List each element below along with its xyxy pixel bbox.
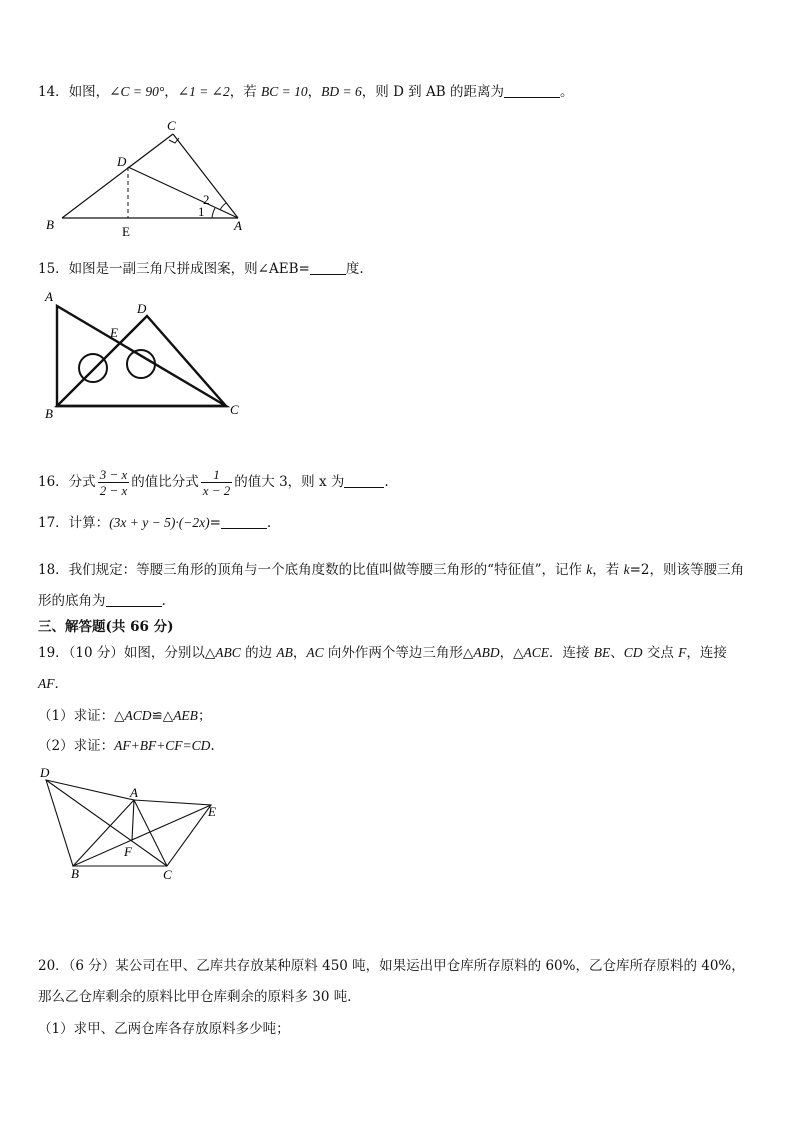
label-b: B (46, 217, 54, 232)
q19-text: 交点 (642, 645, 679, 661)
q19-math: F (678, 645, 687, 660)
question-20-part-1 (38, 1020, 290, 1038)
q14-text: ， (164, 84, 178, 100)
q19-math: AF+BF+CF=CD (114, 738, 211, 753)
q14-text: ，若 (229, 84, 262, 100)
question-15 (38, 260, 364, 278)
label-a: A (45, 289, 53, 304)
fraction-2-numerator: 1 (201, 467, 233, 483)
q16-text: 的值比分式 (131, 474, 199, 490)
fraction-2 (201, 467, 233, 498)
q15-text: 15．如图是一副三角尺拼成图案，则∠AEB= (38, 261, 310, 277)
q19-text: ， (292, 645, 307, 661)
answer-blank[interactable] (344, 473, 384, 488)
q19-figure (36, 764, 236, 889)
q17-expression: (3x + y − 5)·(−2x) (109, 515, 210, 530)
question-19-part-2 (38, 737, 215, 755)
question-14 (38, 83, 573, 101)
q19-text: 向外作两个等边三角形△ (323, 645, 474, 661)
q17-text: . (266, 515, 272, 531)
label-c: C (167, 118, 176, 133)
question-20-line-2 (38, 988, 361, 1006)
q18-text: ，若 (592, 562, 624, 578)
fraction-1-numerator: 3 − x (99, 467, 128, 482)
question-16 (38, 464, 389, 500)
label-a: A (130, 785, 138, 800)
q18-text: 18．我们规定：等腰三角形的顶角与一个底角度数的比值叫做等腰三角形的“特征值”，记作 (38, 562, 587, 578)
q18-text: 形的底角为 (38, 593, 106, 609)
q16-text: 16．分式 (38, 474, 96, 490)
q19-text: ，△ (499, 645, 524, 661)
question-18-line-1 (38, 561, 744, 579)
q19-text: ．连接 (548, 645, 594, 661)
q19-math: ACD (124, 708, 152, 723)
question-18-line-2 (38, 592, 166, 610)
fraction-2-denominator: x − 2 (202, 483, 231, 498)
question-17 (38, 514, 271, 532)
q19-math: ABD (473, 645, 500, 660)
q16-text: 的值大 3，则 x 为 (234, 474, 345, 490)
q19-text: . (210, 738, 215, 754)
q14-text: 如图， (68, 84, 110, 100)
fraction-1 (98, 467, 130, 498)
answer-blank[interactable] (221, 514, 267, 529)
q19-text: ； (197, 708, 212, 724)
label-d: D (40, 765, 50, 780)
fraction-1-denominator: 2 − x (99, 483, 128, 498)
q18-var-k: k (586, 562, 593, 577)
q19-math: AB (276, 645, 293, 660)
q14-text: ， (307, 84, 322, 100)
angle-2-label: 2 (203, 192, 210, 207)
q20-text: （1）求甲、乙两仓库各存放原料多少吨； (38, 1021, 290, 1037)
q16-text: . (384, 474, 389, 490)
label-c: C (163, 867, 172, 882)
label-d: D (117, 154, 127, 169)
q19-math: AF (38, 676, 55, 691)
q19-text: （1）求证：△ (38, 708, 125, 724)
q19-text: （2）求证： (38, 738, 115, 754)
q17-text: 17．计算： (38, 515, 110, 531)
q18-text: . (161, 593, 166, 609)
q20-text: 20．（6 分）某公司在甲、乙库共存放某种原料 450 吨，如果运出甲仓库所存原料的 60%，乙仓库所存原料的 40%， (38, 958, 745, 974)
q20-text: 那么乙仓库剩余的原料比甲仓库剩余的原料多 30 吨． (38, 989, 361, 1005)
q19-text: 的边 (240, 645, 277, 661)
label-a: A (234, 218, 242, 233)
label-b: B (71, 866, 79, 881)
q14-math-angles: ∠1 = ∠2 (177, 84, 230, 99)
label-e: E (208, 804, 216, 819)
question-19-line-1 (38, 644, 727, 662)
section-title: 三、解答题(共 66 分) (38, 619, 174, 635)
label-e: E (110, 325, 118, 340)
angle-1-label: 1 (198, 204, 205, 219)
answer-blank[interactable] (106, 592, 162, 607)
q18-text: =2，则该等腰三角 (629, 562, 744, 578)
q19-math: ACE (523, 645, 549, 660)
answer-blank[interactable] (310, 260, 346, 275)
label-e: E (122, 224, 130, 239)
q19-math: AC (306, 645, 324, 660)
label-c: C (230, 402, 239, 417)
q19-text: ≌△ (151, 708, 174, 724)
label-b: B (45, 406, 53, 421)
q19-math: BE (593, 645, 611, 660)
q19-text: ，连接 (686, 645, 727, 661)
label-d: D (137, 301, 147, 316)
q19-math: AEB (173, 708, 198, 723)
answer-blank[interactable] (504, 83, 560, 98)
q14-number: 14． (38, 84, 69, 100)
q14-figure (40, 112, 260, 242)
q14-math-angle-c: ∠C = 90° (109, 84, 165, 99)
q19-text: 、 (610, 645, 624, 661)
q15-text: 度. (345, 261, 364, 277)
q19-text: ． (54, 676, 68, 692)
question-20-line-1 (38, 957, 745, 975)
q17-text: = (209, 515, 221, 531)
question-19-part-1 (38, 707, 211, 725)
q14-text: ，则 D 到 AB 的距离为 (361, 84, 504, 100)
q19-math: CD (623, 645, 643, 660)
q15-figure (40, 286, 260, 426)
q19-math: ABC (215, 645, 241, 660)
section-heading (38, 618, 173, 636)
q14-text: 。 (559, 84, 574, 100)
question-19-line-2 (38, 675, 68, 693)
q19-text: 19．（10 分）如图，分别以△ (38, 645, 216, 661)
q18-var-k: k (623, 562, 630, 577)
q14-math-bc: BC = 10 (261, 84, 308, 99)
label-f: F (124, 844, 132, 859)
q14-math-bd: BD = 6 (321, 84, 362, 99)
